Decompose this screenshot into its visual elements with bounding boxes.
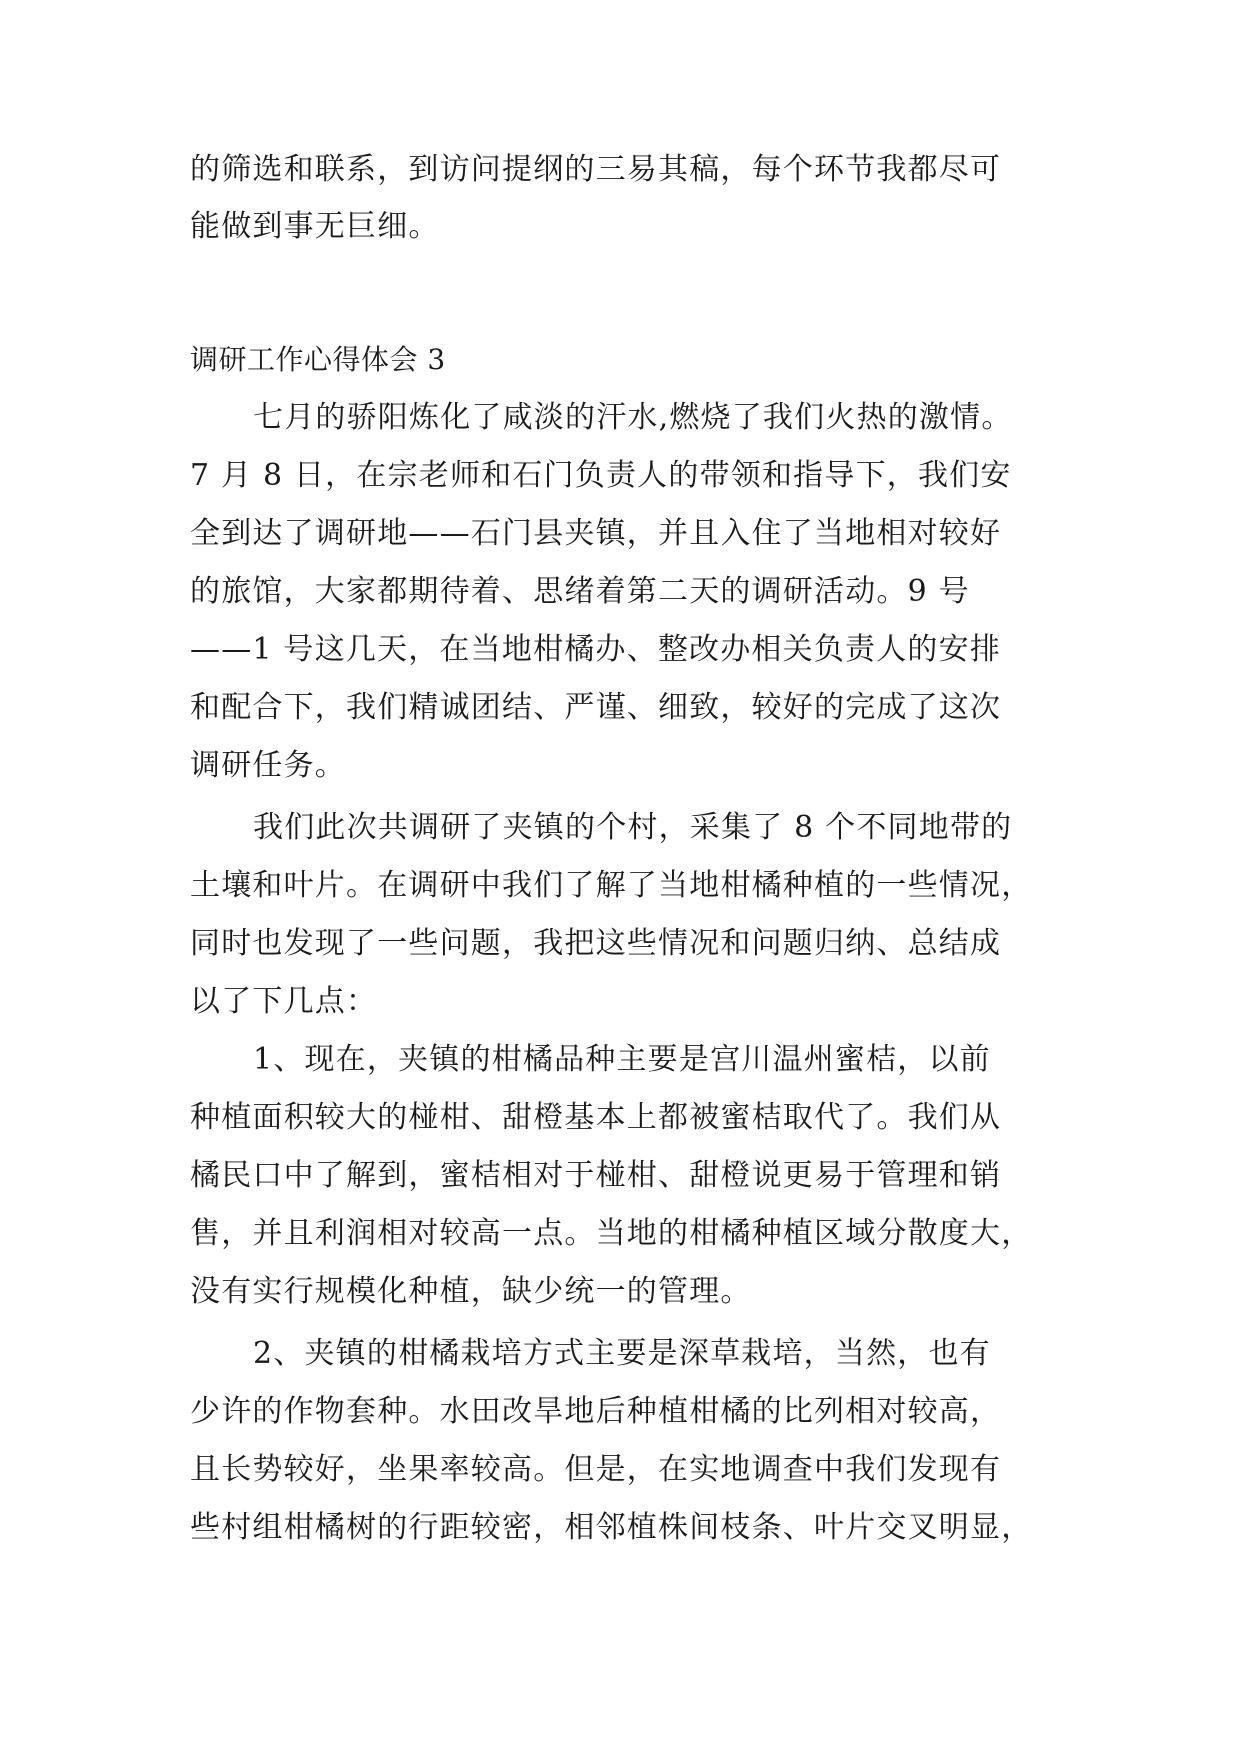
paragraph-line: 橘民口中了解到，蜜桔相对于椪柑、甜橙说更易于管理和销 [190, 1158, 1002, 1193]
paragraph-line: 1、现在，夹镇的柑橘品种主要是宫川温州蜜桔，以前 [253, 1042, 991, 1077]
paragraph-line: 同时也发现了一些问题，我把这些情况和问题归纳、总结成 [190, 926, 1002, 961]
paragraph-line: 的旅馆，大家都期待着、思绪着第二天的调研活动。9 号 [190, 574, 970, 609]
paragraph-line: 七月的骄阳炼化了咸淡的汗水,燃烧了我们火热的激情。 [253, 400, 1013, 435]
paragraph-line: 售，并且利润相对较高一点。当地的柑橘种植区域分散度大， [190, 1216, 1033, 1251]
paragraph-line: 些村组柑橘树的行距较密，相邻植株间枝条、叶片交叉明显， [190, 1510, 1033, 1545]
paragraph-line: 种植面积较大的椪柑、甜橙基本上都被蜜桔取代了。我们从 [190, 1100, 1002, 1135]
paragraph-line: 2、夹镇的柑橘栽培方式主要是深草栽培，当然，也有 [253, 1336, 991, 1371]
paragraph-line: 没有实行规模化种植，缺少统一的管理。 [190, 1274, 752, 1309]
paragraph-line: 能做到事无巨细。 [190, 209, 440, 244]
paragraph-line: 土壤和叶片。在调研中我们了解了当地柑橘种植的一些情况， [190, 868, 1033, 903]
paragraph-line: 少许的作物套种。水田改旱地后种植柑橘的比列相对较高， [190, 1394, 1002, 1429]
section-heading: 调研工作心得体会 3 [190, 343, 446, 376]
paragraph-line: 我们此次共调研了夹镇的个村，采集了 8 个不同地带的 [253, 810, 1013, 845]
paragraph-line: 全到达了调研地——石门县夹镇，并且入住了当地相对较好 [190, 516, 1002, 551]
paragraph-line: 调研任务。 [190, 748, 346, 783]
paragraph-line: 7 月 8 日，在宗老师和石门负责人的带领和指导下，我们安 [190, 458, 1012, 493]
paragraph-line: 和配合下，我们精诚团结、严谨、细致，较好的完成了这次 [190, 690, 1002, 725]
paragraph-line: 的筛选和联系，到访问提纲的三易其稿，每个环节我都尽可 [190, 152, 1002, 187]
paragraph-line: 以了下几点： [190, 984, 378, 1019]
paragraph-line: ——1 号这几天，在当地柑橘办、整改办相关负责人的安排 [190, 632, 1002, 667]
paragraph-line: 且长势较好，坐果率较高。但是，在实地调查中我们发现有 [190, 1452, 1002, 1487]
